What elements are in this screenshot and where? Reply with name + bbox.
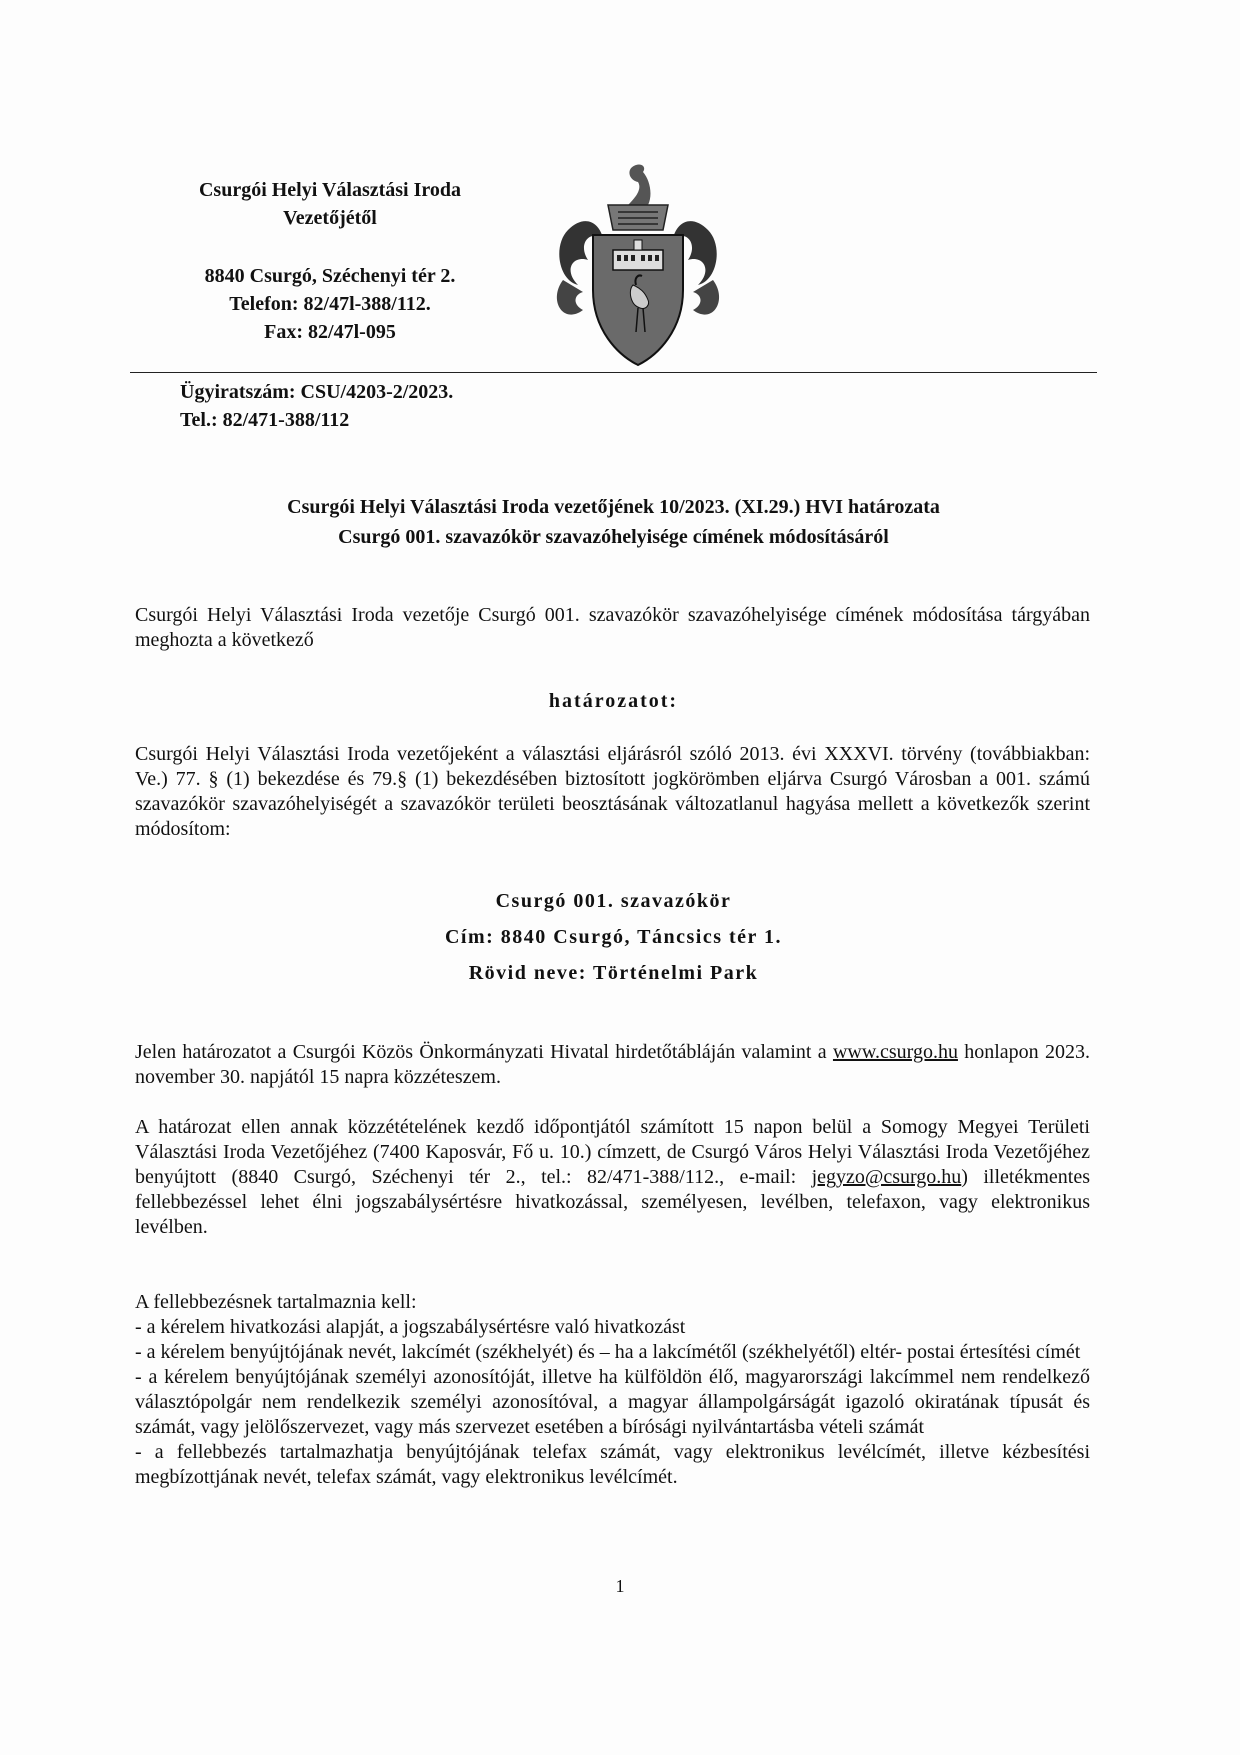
office-phone: Telefon: 82/47l-388/112. — [229, 293, 431, 315]
case-number: Ügyiratszám: CSU/4203-2/2023. — [180, 381, 454, 403]
intro-paragraph: Csurgói Helyi Választási Iroda vezetője Csurgó 001. szavazókör szavazóhelyisége címének módosítása tárgyában meghozta a következő — [135, 604, 1090, 651]
polling-station-short-name: Rövid neve: Történelmi Park — [468, 962, 759, 984]
list-item: - a kérelem benyújtójának nevét, lakcímét (székhelyét) és – ha a lakcímétől (székhelyétől) eltér- postai értesítési címét — [135, 1341, 1081, 1363]
header-divider — [130, 372, 1097, 373]
appeal-paragraph — [135, 1115, 1090, 1240]
title-line-2: Csurgó 001. szavazókör szavazóhelyisége címének módosításáról — [338, 526, 889, 548]
office-name: Csurgói Helyi Választási Iroda — [198, 179, 462, 201]
office-fax: Fax: 82/47l-095 — [264, 321, 396, 343]
letterhead — [150, 176, 510, 346]
coat-of-arms-icon — [548, 160, 728, 370]
decision-heading: határozatot: — [548, 690, 679, 712]
publication-text-before: Jelen határozatot a Csurgói Közös Önkormányzati Hivatal hirdetőtábláján valamint a — [135, 1041, 833, 1063]
publication-paragraph — [135, 1040, 1090, 1090]
case-info — [180, 378, 453, 434]
page-number: 1 — [615, 1576, 625, 1596]
office-subtitle: Vezetőjétől — [283, 207, 377, 229]
case-phone: Tel.: 82/471-388/112 — [180, 409, 350, 431]
polling-station-name: Csurgó 001. szavazókör — [495, 890, 732, 912]
list-item: - a fellebbezés tartalmazhatja benyújtójának telefax számát, vagy elektronikus levélcímét, illetve kézbesítési megbízottjának nevét, telefax számát, vagy elektronikus levélcímét. — [135, 1441, 1090, 1488]
requirements-intro: A fellebbezésnek tartalmaznia kell: — [135, 1291, 417, 1313]
document-title — [130, 492, 1097, 552]
email-link[interactable]: jegyzo@csurgo.hu — [811, 1166, 962, 1188]
website-link[interactable]: www.csurgo.hu — [832, 1041, 958, 1063]
appeal-text-before: A határozat ellen annak közzétételének kezdő időpontjától számított 15 napon belül a Somogy Megyei Területi Választási Iroda Vezetőjéhez (7400 Kaposvár, Fő u. 10.) címzett, de Csurgó Város Helyi Választási Iroda Vezetőjéhez benyújtott (8840 Csurgó, Széchenyi tér 2., tel.: 82/471-388/112., e-mail: — [135, 1116, 1090, 1188]
list-item: - a kérelem hivatkozási alapját, a jogszabálysértésre való hivatkozást — [135, 1316, 686, 1338]
office-address: 8840 Csurgó, Széchenyi tér 2. — [204, 265, 456, 287]
polling-station-info — [130, 883, 1097, 991]
polling-station-address: Cím: 8840 Csurgó, Táncsics tér 1. — [444, 926, 783, 948]
appeal-content-requirements — [135, 1290, 1090, 1490]
main-paragraph: Csurgói Helyi Választási Iroda vezetőjeként a választási eljárásról szóló 2013. évi XXXVI. törvény (továbbiakban: Ve.) 77. § (1) bekezdése és 79.§ (1) bekezdésében biztosított jogkörömben eljárva Csurgó Városban a 001. számú szavazókör szavazóhelyiségét a szavazókör területi beosztásának változatlanul hagyása mellett a következők szerint módosítom: — [135, 743, 1090, 840]
title-line-1: Csurgói Helyi Választási Iroda vezetőjének 10/2023. (XI.29.) HVI határozata — [287, 496, 940, 518]
appeal-text-after: ) illetékmentes fellebbezéssel lehet élni jogszabálysértésre hivatkozással, személyesen, levélben, telefaxon, vagy elektronikus levélben. — [135, 1166, 1091, 1238]
list-item: - a kérelem benyújtójának személyi azonosítóját, illetve ha külföldön élő, magyarországi lakcímmel nem rendelkező választópolgár nem rendelkezik személyi azonosítóval, a magyar állampolgárságát igazoló okiratának típusát és számát, vagy jelölőszervezet, vagy más szervezet esetében a bírósági nyilvántartásba vételi számát — [135, 1366, 1090, 1438]
publication-text-after: honlapon 2023. november 30. napjától 15 napra közzéteszem. — [135, 1041, 1090, 1088]
